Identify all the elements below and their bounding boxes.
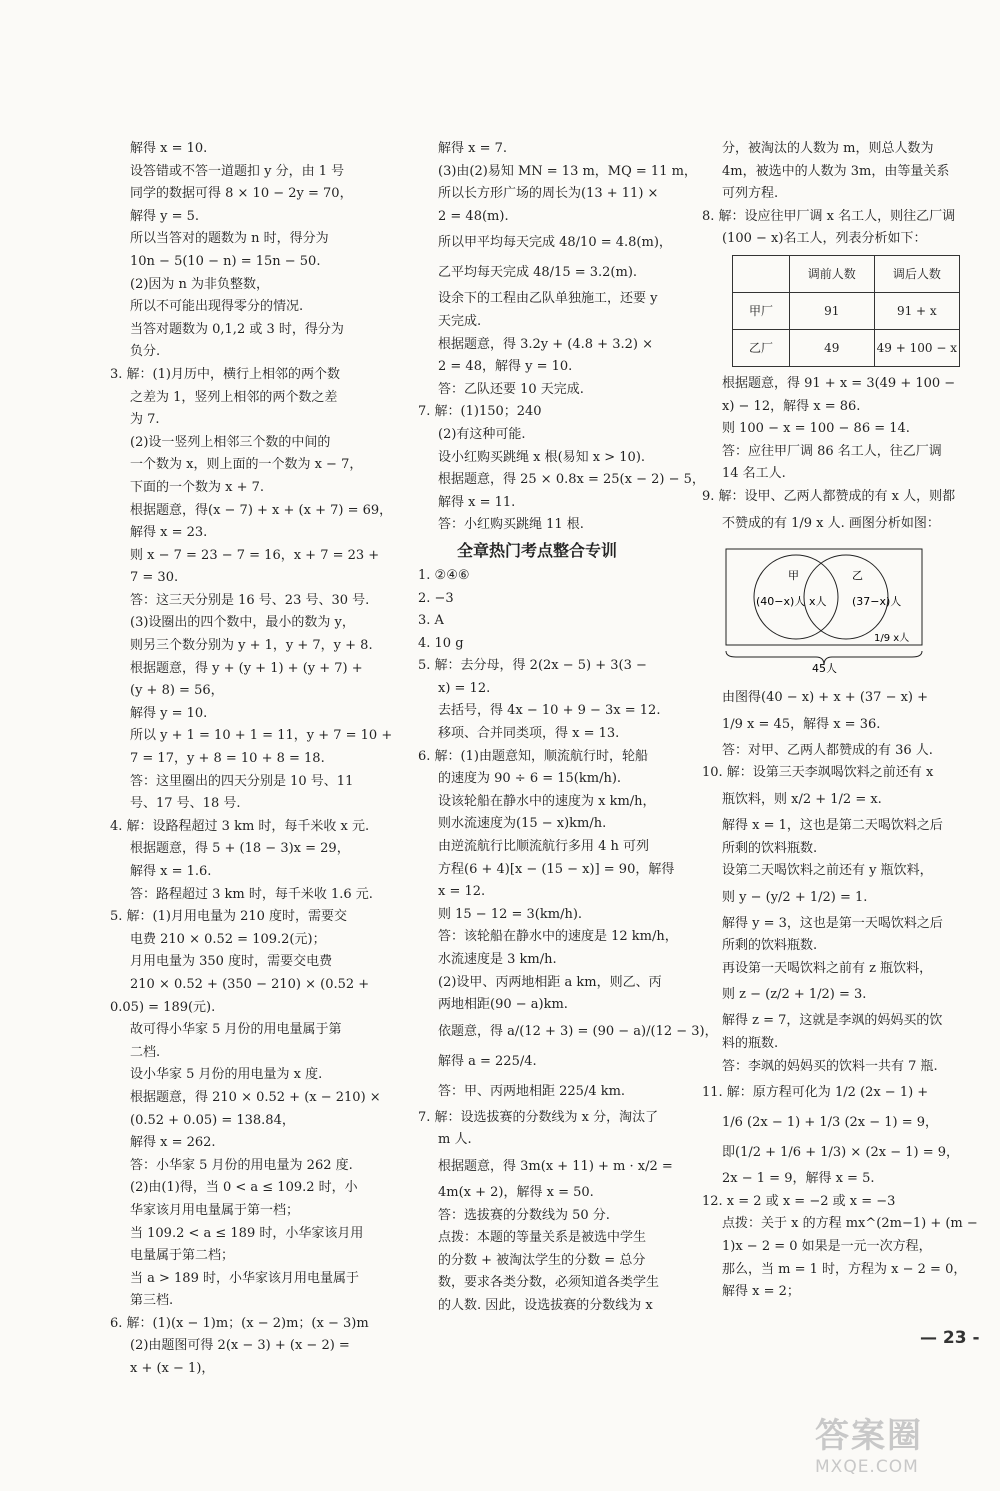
venn-right-value: (37−x)人 xyxy=(852,594,902,608)
text-line: 可列方程. xyxy=(722,186,779,202)
text-line: 当 a > 189 时，小华家该月用电量属于 xyxy=(130,1270,359,1286)
text-line: (2)设一竖列上相邻三个数的中间的 xyxy=(130,434,331,450)
text-line: 所以当答对的题数为 n 时，得分为 xyxy=(130,231,329,247)
text-line: 6. 解：(1)(x − 1)m；(x − 2)m；(x − 3)m xyxy=(110,1315,369,1331)
text-line: 两地相距(90 − a)km. xyxy=(438,997,568,1013)
text-line: 一个数为 x，则上面的一个数为 x − 7， xyxy=(130,457,363,473)
text-line: 由图得(40 − x) + x + (37 − x) + xyxy=(722,690,929,706)
text-line: 之差为 1，竖列上相邻的两个数之差 xyxy=(130,389,338,405)
text-line: 月用电量为 350 度时，需要交电费 xyxy=(130,954,333,970)
text-line: 则 x − 7 = 23 − 7 = 16，x + 7 = 23 + xyxy=(130,547,380,563)
text-line: 当 109.2 < a ≤ 189 时，小华家该月用 xyxy=(130,1225,364,1241)
text-line: 5. 解：(1)月用电量为 210 度时，需要交 xyxy=(110,909,348,925)
text-line: 8. 解：设应往甲厂调 x 名工人，则往乙厂调 xyxy=(702,208,956,224)
text-line: 所剩的饮料瓶数. xyxy=(722,938,818,954)
text-line: 0.05) = 189(元). xyxy=(110,999,216,1015)
text-line: 则 100 − x = 100 − 86 = 14. xyxy=(722,421,910,437)
text-line: m 人. xyxy=(438,1132,472,1148)
text-line: 即(1/2 + 1/6 + 1/3) × (2x − 1) = 9， xyxy=(722,1145,959,1161)
venn-total: 45人 xyxy=(812,661,837,673)
text-line: 9. 解：设甲、乙两人都赞成的有 x 人，则都 xyxy=(702,488,956,504)
text-line: x) = 12. xyxy=(438,680,491,696)
text-line: 2x − 1 = 9，解得 x = 5. xyxy=(722,1171,875,1187)
watermark-logo: 答案圈 xyxy=(815,1416,923,1456)
text-line: (2)由(1)得，当 0 < a ≤ 109.2 时，小 xyxy=(130,1180,358,1196)
text-line: 解得 x = 1.6. xyxy=(130,864,212,879)
text-line: 点拨：本题的等量关系是被选中学生 xyxy=(438,1230,647,1246)
text-line: (y + 8) = 56， xyxy=(130,683,224,699)
text-line: 答：选拔赛的分数线为 50 分. xyxy=(438,1207,610,1223)
text-line: 答：小红购买跳绳 11 根. xyxy=(438,517,584,533)
text-line: 3. 解：(1)月历中，横行上相邻的两个数 xyxy=(110,366,340,382)
text-line: x) − 12，解得 x = 86. xyxy=(722,398,861,414)
text-line: 的速度为 90 ÷ 6 = 15(km/h). xyxy=(438,771,622,787)
text-line: (2)设甲、丙两地相距 a km，则乙、丙 xyxy=(438,974,662,990)
text-line: 电量属于第二档； xyxy=(130,1248,235,1264)
text-line: 则另三个数分别为 y + 1，y + 7，y + 8. xyxy=(130,638,373,654)
text-line: 6. 解：(1)由题意知，顺流航行时，轮船 xyxy=(418,748,648,764)
text-line: 2 = 48，解得 y = 10. xyxy=(438,359,573,375)
text-line: 2. −3 xyxy=(418,590,454,606)
text-line: 3. A xyxy=(418,613,444,629)
text-line: 10n − 5(10 − n) = 15n − 50. xyxy=(130,253,321,269)
text-line: x + (x − 1)， xyxy=(130,1361,215,1377)
text-line: 12. x = 2 或 x = −2 或 x = −3 xyxy=(702,1193,896,1209)
text-line: 答：甲、丙两地相距 225/4 km. xyxy=(438,1083,626,1099)
venn-mid-value: x人 xyxy=(809,594,827,608)
text-line: 答：这里圈出的四天分别是 10 号、11 xyxy=(130,773,354,789)
text-line: 根据题意，得 y + (y + 1) + (y + 7) + xyxy=(130,660,363,676)
text-line: 11. 解：原方程可化为 1/2 (2x − 1) + xyxy=(702,1085,929,1101)
text-line: 5. 解：去分母，得 2(2x − 5) + 3(3 − xyxy=(418,658,647,674)
text-line: 则 15 − 12 = 3(km/h). xyxy=(438,906,583,922)
text-line: 设第二天喝饮料之前还有 y 瓶饮料， xyxy=(722,863,933,879)
text-line: (2)有这种可能. xyxy=(438,426,526,442)
column-middle xyxy=(418,138,718,1318)
venn-right-name: 乙 xyxy=(852,568,863,582)
text-line: 解得 x = 10. xyxy=(130,141,208,156)
text-line: 所以 y + 1 = 10 + 1 = 11，y + 7 = 10 + xyxy=(130,728,393,744)
text-line: 电费 210 × 0.52 = 109.2(元)； xyxy=(130,931,326,947)
text-line: 解得 y = 10. xyxy=(130,705,208,721)
text-line: 解得 y = 5. xyxy=(130,208,200,224)
table-cell: 乙厂 xyxy=(733,329,790,366)
text-line: 水流速度是 3 km/h. xyxy=(438,952,557,967)
text-line: (2)因为 n 为非负整数， xyxy=(130,276,270,292)
text-line: 4. 10 g xyxy=(418,635,464,651)
text-line: 7. 解：设选拔赛的分数线为 x 分，淘汰了 xyxy=(418,1109,659,1125)
text-line: 方程(6 + 4)[x − (15 − x)] = 90，解得 xyxy=(438,861,675,877)
venn-left-value: (40−x)人 xyxy=(756,594,806,608)
table-cell: 91 xyxy=(789,292,874,329)
text-line: 答：小华家 5 月份的用电量为 262 度. xyxy=(130,1157,353,1173)
text-line: 答：路程超过 3 km 时，每千米收 1.6 元. xyxy=(130,886,373,902)
text-line: 下面的一个数为 x + 7. xyxy=(130,479,265,495)
text-line: 解得 x = 23. xyxy=(130,525,208,541)
text-line: (3)由(2)易知 MN = 13 m，MQ = 11 m， xyxy=(438,163,697,179)
text-line: 当答对题数为 0,1,2 或 3 时，得分为 xyxy=(130,321,344,337)
table-cell: 49 xyxy=(789,329,874,366)
text-line: 4m(x + 2)，解得 x = 50. xyxy=(438,1184,594,1200)
text-line: 为 7. xyxy=(130,412,160,428)
table-cell xyxy=(733,255,790,292)
text-line: 4m，被选中的人数为 3m，由等量关系 xyxy=(722,163,950,179)
text-line: 则 y − (y/2 + 1/2) = 1. xyxy=(722,889,868,905)
text-line: 二档. xyxy=(130,1044,161,1060)
text-line: 答：应往甲厂调 86 名工人，往乙厂调 xyxy=(722,443,942,459)
table-cell: 甲厂 xyxy=(733,292,790,329)
text-line: 答：对甲、乙两人都赞成的有 36 人. xyxy=(722,742,933,758)
text-line: 去括号，得 4x − 10 + 9 − 3x = 12. xyxy=(438,703,661,719)
text-line: 14 名工人. xyxy=(722,466,786,482)
text-line: 所以不可能出现得零分的情况. xyxy=(130,299,304,315)
text-line: 依题意，得 a/(12 + 3) = (90 − a)/(12 − 3)， xyxy=(438,1023,718,1039)
text-line: (3)设圈出的四个数中，最小的数为 y， xyxy=(130,615,355,631)
text-line: 瓶饮料，则 x/2 + 1/2 = x. xyxy=(722,791,882,807)
text-line: 再设第一天喝饮料之前有 z 瓶饮料， xyxy=(722,960,933,976)
table-header: 调后人数 xyxy=(874,255,959,292)
text-line: 解得 x = 2； xyxy=(722,1284,800,1300)
text-line: 7 = 30. xyxy=(130,570,179,586)
text-line: 故可得小华家 5 月份的用电量属于第 xyxy=(130,1022,342,1038)
text-line: 设小华家 5 月份的用电量为 x 度. xyxy=(130,1067,323,1083)
text-line: 1/9 x = 45，解得 x = 36. xyxy=(722,716,881,732)
text-line: 则水流速度为(15 − x)km/h. xyxy=(438,816,607,832)
text-line: 的人数. 因此，设选拔赛的分数线为 x xyxy=(438,1297,653,1313)
text-line: 点拨：关于 x 的方程 mx^(2m−1) + (m − xyxy=(722,1216,978,1232)
text-line: 设该轮船在静水中的速度为 x km/h， xyxy=(438,793,656,809)
text-line: (100 − x)名工人，列表分析如下： xyxy=(722,231,927,247)
text-line: 解得 x = 1，这也是第二天喝饮料之后 xyxy=(722,817,943,833)
text-line: 第三档. xyxy=(130,1293,174,1309)
text-line: 设小红购买跳绳 x 根(易知 x > 10). xyxy=(438,449,646,465)
text-line: (2)由题图可得 2(x − 3) + (x − 2) = xyxy=(130,1338,350,1354)
text-line: 所以甲平均每天完成 48/10 = 4.8(m)， xyxy=(438,235,672,251)
text-line: 1. ②④⑥ xyxy=(418,567,470,583)
text-line: 答：乙队还要 10 天完成. xyxy=(438,381,584,397)
text-line: 根据题意，得 3.2y + (4.8 + 3.2) × xyxy=(438,336,653,352)
text-line: 乙平均每天完成 48/15 = 3.2(m). xyxy=(438,265,638,281)
text-line: 解得 x = 262. xyxy=(130,1135,216,1151)
text-line: 所以长方形广场的周长为(13 + 11) × xyxy=(438,186,659,202)
text-line: 分，被淘汰的人数为 m，则总人数为 xyxy=(722,141,934,156)
text-line: 号、17 号、18 号. xyxy=(130,796,241,812)
text-line: 数，要求各类分数，必须知道各类学生 xyxy=(438,1275,660,1291)
text-line: 根据题意，得 5 + (18 − 3)x = 29， xyxy=(130,841,350,857)
text-line: 根据题意，得 3m(x + 11) + m · x/2 = xyxy=(438,1158,673,1174)
text-line: 负分. xyxy=(130,344,161,360)
page-number: — 23 - xyxy=(920,1328,980,1348)
text-line: 料的瓶数. xyxy=(722,1036,779,1052)
section-title: 全章热门考点整合专训 xyxy=(456,540,617,560)
table-cell: 91 + x xyxy=(874,292,959,329)
text-line: 7 = 17，y + 8 = 10 + 8 = 18. xyxy=(130,751,325,767)
column-left xyxy=(110,138,393,1381)
text-line: 1)x − 2 = 0 如果是一元一次方程， xyxy=(722,1239,932,1255)
text-line: 由逆流航行比顺流航行多用 4 h 可列 xyxy=(438,839,650,855)
text-line: 4. 解：设路程超过 3 km 时，每千米收 x 元. xyxy=(110,818,370,834)
column-right xyxy=(702,138,978,1304)
text-line: 答：该轮船在静水中的速度是 12 km/h， xyxy=(438,929,678,945)
text-line: 2 = 48(m). xyxy=(438,208,509,224)
text-line: 不赞成的有 1/9 x 人. 画图分析如图： xyxy=(722,515,940,531)
text-line: 根据题意，得(x − 7) + x + (x + 7) = 69， xyxy=(130,502,393,518)
watermark xyxy=(815,1408,923,1477)
watermark-url: MXQE.COM xyxy=(815,1457,919,1477)
text-line: 答：李飒的妈妈买的饮料一共有 7 瓶. xyxy=(722,1058,938,1074)
text-line: 那么，当 m = 1 时，方程为 x − 2 = 0， xyxy=(722,1261,967,1277)
text-line: x = 12. xyxy=(438,884,486,900)
text-line: 根据题意，得 25 × 0.8x = 25(x − 2) − 5， xyxy=(438,472,705,488)
text-line: (0.52 + 0.05) = 138.84， xyxy=(130,1112,295,1128)
text-line: 的分数 + 被淘汰学生的分数 = 总分 xyxy=(438,1252,646,1268)
text-line: 解得 z = 7，这就是李飒的妈妈买的饮 xyxy=(722,1013,943,1029)
text-line: 根据题意，得 210 × 0.52 + (x − 210) × xyxy=(130,1089,381,1105)
table-header: 调前人数 xyxy=(789,255,874,292)
text-line: 华家该月用电量属于第一档； xyxy=(130,1202,300,1218)
text-line: 设答错或不答一道题扣 y 分，由 1 号 xyxy=(130,163,345,179)
text-line: 解得 x = 11. xyxy=(438,494,516,510)
text-line: 解得 x = 7. xyxy=(438,141,508,156)
text-line: 解得 y = 3，这也是第一天喝饮料之后 xyxy=(722,915,943,931)
text-line: 210 × 0.52 + (350 − 210) × (0.52 + xyxy=(130,976,370,992)
text-line: 所剩的饮料瓶数. xyxy=(722,840,818,856)
venn-left-name: 甲 xyxy=(788,568,799,582)
text-line: 解得 a = 225/4. xyxy=(438,1053,537,1069)
text-line: 答：这三天分别是 16 号、23 号、30 号. xyxy=(130,592,370,608)
text-line: 1/6 (2x − 1) + 1/3 (2x − 1) = 9， xyxy=(722,1115,939,1131)
text-line: 设余下的工程由乙队单独施工，还要 y xyxy=(438,291,658,307)
venn-diagram xyxy=(724,545,924,673)
text-line: 10. 解：设第三天李飒喝饮料之前还有 x xyxy=(702,765,934,781)
text-line: 则 z − (z/2 + 1/2) = 3. xyxy=(722,987,867,1003)
text-line: 根据题意，得 91 + x = 3(49 + 100 − xyxy=(722,375,956,391)
text-line: 同学的数据可得 8 × 10 − 2y = 70， xyxy=(130,186,353,202)
worker-table xyxy=(732,255,960,367)
text-line: 天完成. xyxy=(438,313,482,329)
text-line: 移项、合并同类项，得 x = 13. xyxy=(438,726,620,742)
table-cell: 49 + 100 − x xyxy=(874,329,959,366)
venn-outside-value: 1/9 x人 xyxy=(874,632,910,644)
text-line: 7. 解：(1)150；240 xyxy=(418,404,542,420)
